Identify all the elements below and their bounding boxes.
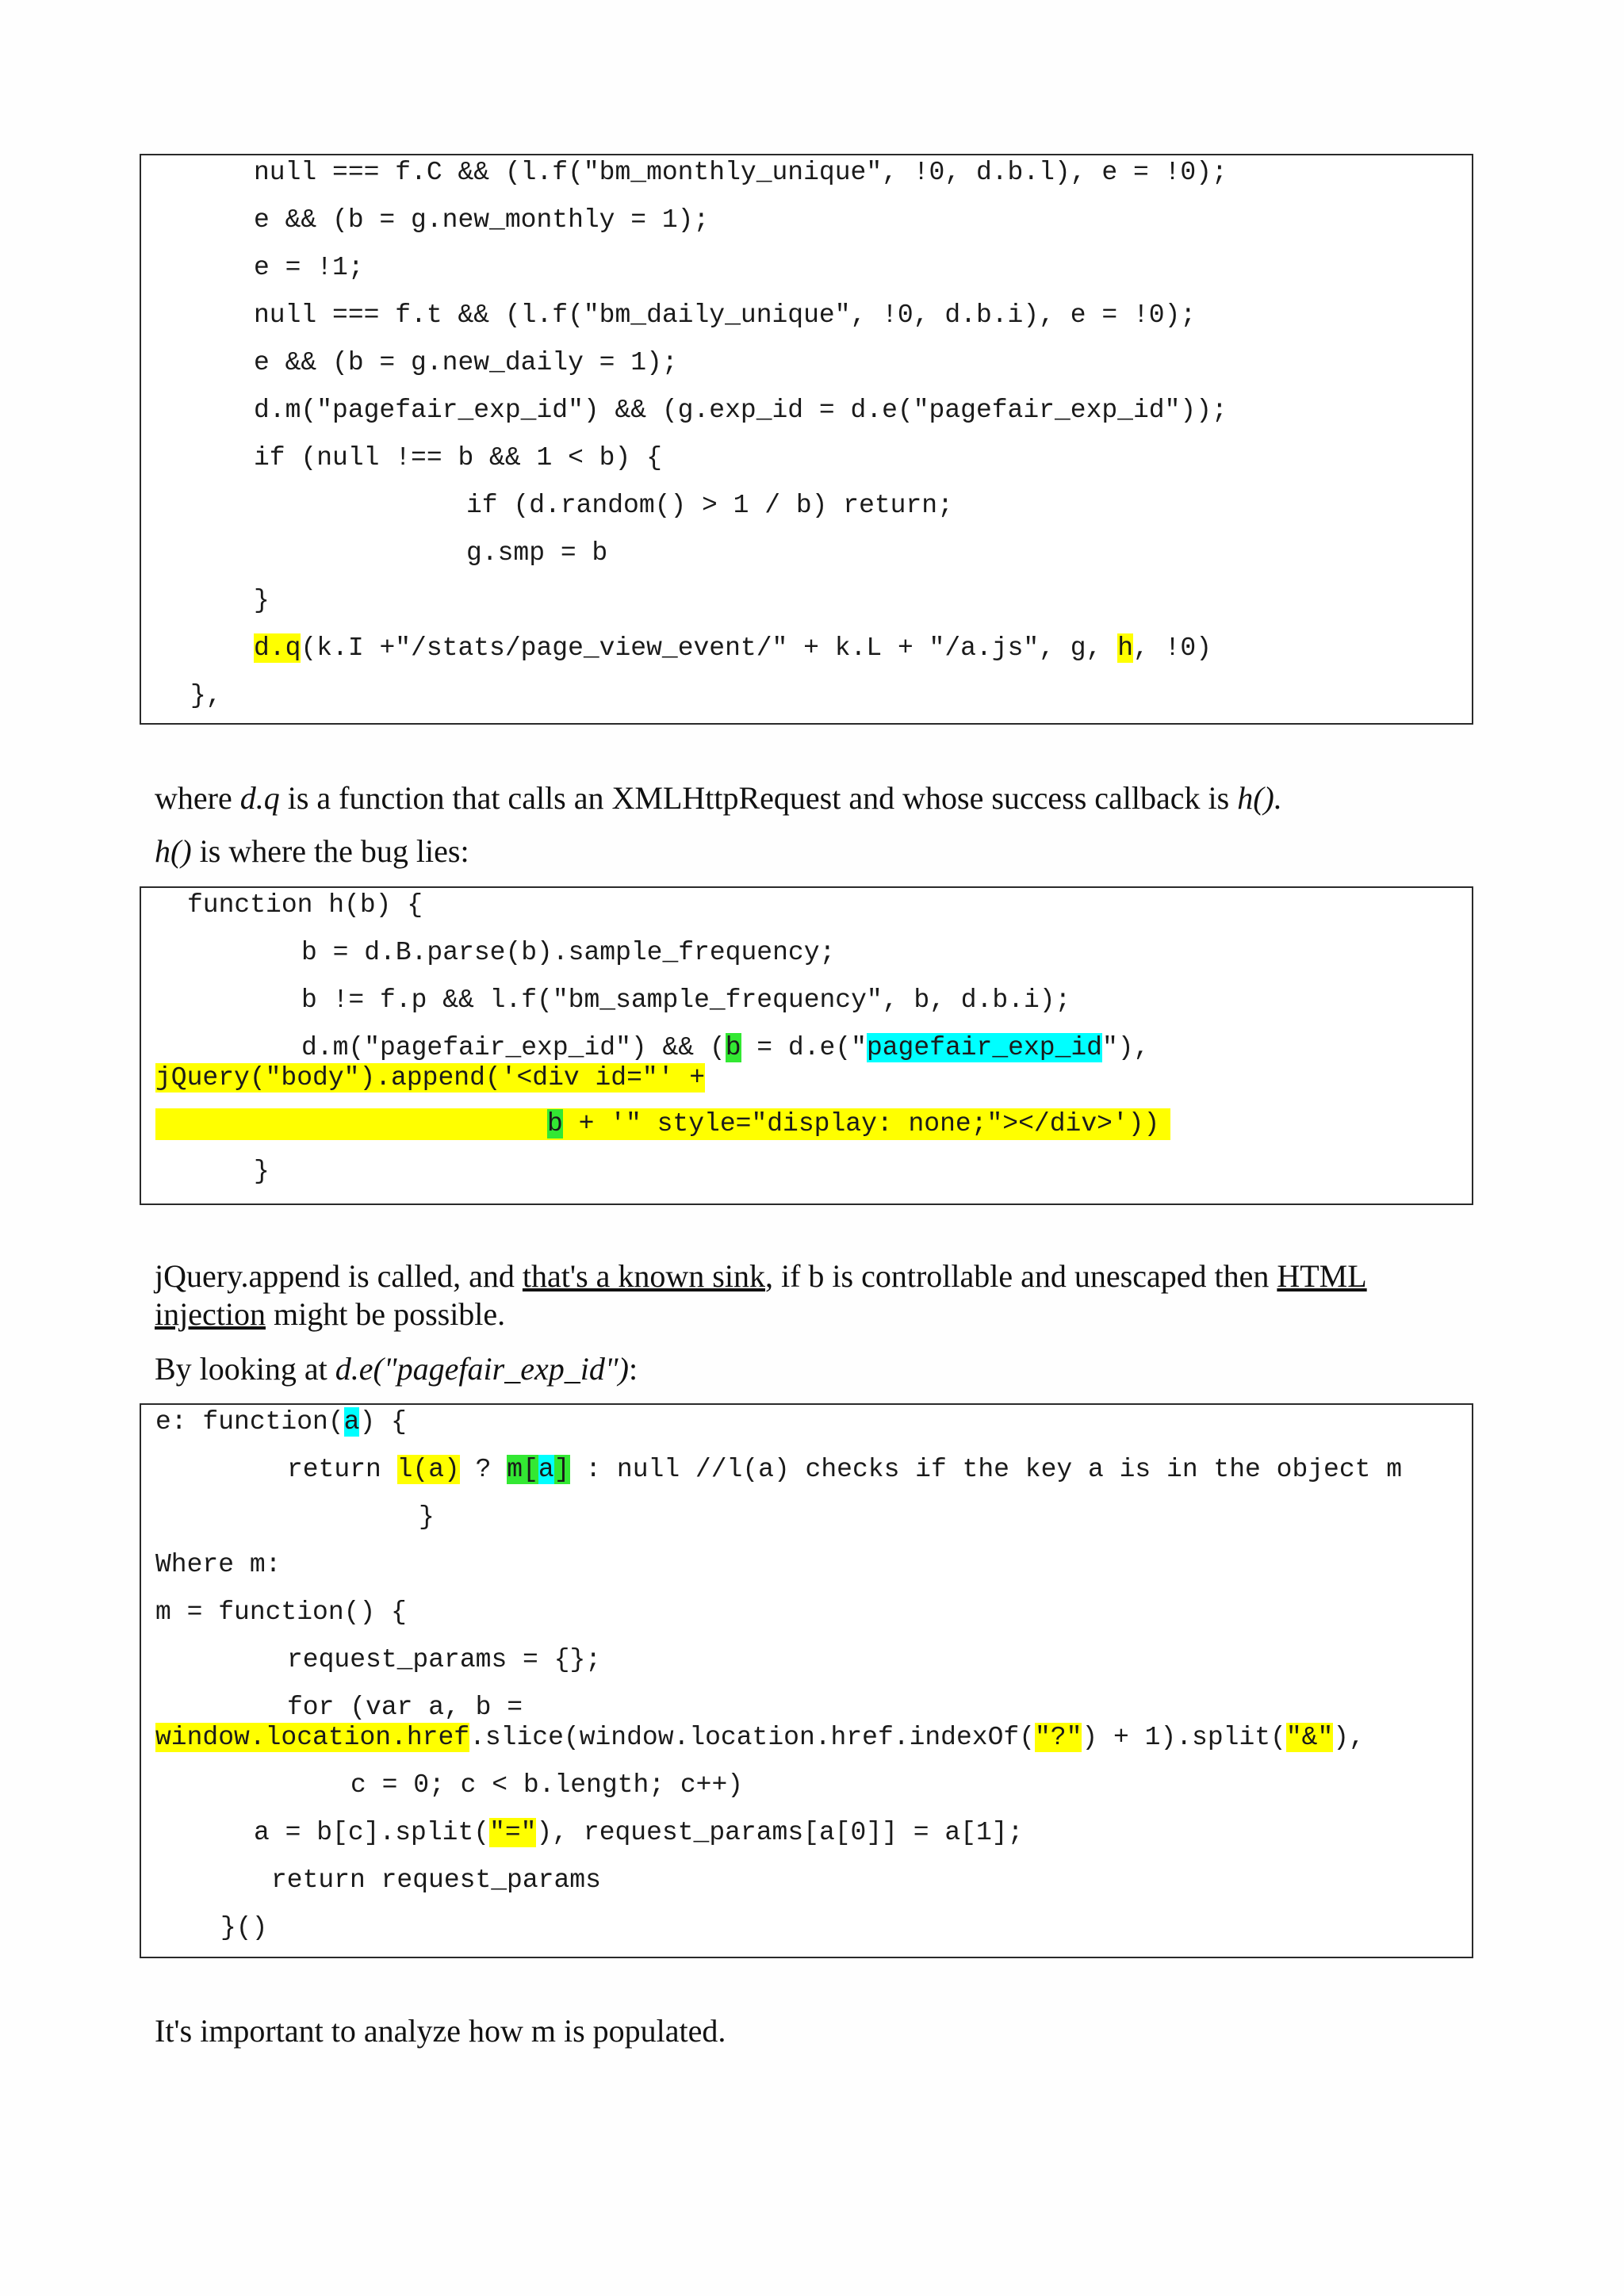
code-line: function h(b) { (187, 890, 423, 920)
code-line: b != f.p && l.f("bm_sample_frequency", b, d.b.i); (301, 985, 1071, 1015)
code-line: m = function() { (155, 1598, 407, 1627)
code-line: if (d.random() > 1 / b) return; (466, 491, 953, 520)
code-line: } (254, 586, 270, 615)
code-line-highlighted: d.m("pagefair_exp_id") && (b = d.e("pagefair_exp_id"), (301, 1033, 1150, 1062)
code-line: null === f.t && (l.f("bm_daily_unique", !0, d.b.i), e = !0); (254, 300, 1197, 330)
paragraph-sink-cont: injection might be possible. (155, 1296, 506, 1332)
code-line: for (var a, b = (287, 1693, 523, 1722)
highlight-ampersand: "&" (1285, 1723, 1334, 1752)
highlight-m: m[ (507, 1455, 538, 1484)
paragraph-dq-description: where d.q is a function that calls an XMLHttpRequest and whose success callback is h(). (155, 780, 1282, 816)
highlight-b: b (547, 1109, 563, 1138)
code-line: g.smp = b (466, 538, 608, 568)
code-line: }, (190, 681, 222, 710)
paragraph-bug-intro: h() is where the bug lies: (155, 833, 469, 869)
highlight-pagefair-exp-id: pagefair_exp_id (866, 1033, 1102, 1062)
code-block-2 (140, 886, 1473, 1205)
code-line-highlighted: a = b[c].split("="), request_params[a[0]] = a[1]; (254, 1818, 1024, 1847)
code-line: null === f.C && (l.f("bm_monthly_unique", !0, d.b.l), e = !0); (254, 158, 1228, 187)
highlight-a: a (343, 1407, 360, 1437)
code-line-highlighted: window.location.href.slice(window.location.href.indexOf("?") + 1).split("&"), (155, 1723, 1365, 1752)
code-line-highlighted: d.q(k.I +"/stats/page_view_event/" + k.L + "/a.js", g, h, !0) (254, 633, 1212, 663)
code-line: }() (220, 1913, 268, 1942)
code-line: b = d.B.parse(b).sample_frequency; (301, 938, 836, 967)
code-line: } (254, 1157, 270, 1186)
code-line: e = !1; (254, 253, 364, 282)
code-line: request_params = {}; (287, 1645, 602, 1674)
highlight-equals: "=" (489, 1818, 537, 1847)
highlight-dq: d.q (254, 633, 301, 663)
highlight-b: b (725, 1033, 741, 1062)
code-line-highlighted: e: function(a) { (155, 1407, 407, 1437)
code-line: e && (b = g.new_monthly = 1); (254, 205, 710, 235)
code-line: c = 0; c < b.length; c++) (350, 1770, 744, 1800)
highlight-location-href: window.location.href (155, 1723, 470, 1752)
highlight-la: l(a) (396, 1455, 460, 1484)
code-line: d.m("pagefair_exp_id") && (g.exp_id = d.e("pagefair_exp_id")); (254, 396, 1228, 425)
paragraph-sink: jQuery.append is called, and that's a known sink, if b is controllable and unescaped then HTML (155, 1258, 1367, 1294)
code-line: Where m: (155, 1550, 282, 1579)
highlight-h: h (1117, 633, 1134, 663)
highlight-question-mark: "?" (1035, 1723, 1082, 1752)
highlight-jquery-append: jQuery("body").append('<div id="' + (155, 1063, 706, 1093)
code-line-highlighted: b + '" style="display: none;"></div>')) (547, 1109, 1160, 1138)
code-line: return request_params (271, 1866, 601, 1895)
code-line: } (419, 1502, 435, 1532)
highlight-a: a (538, 1455, 554, 1484)
code-line-highlighted: return l(a) ? m[a] : null //l(a) checks if the key a is in the object m (287, 1455, 1403, 1484)
paragraph-looking: By looking at d.e("pagefair_exp_id"): (155, 1351, 638, 1387)
code-block-1 (140, 154, 1473, 725)
paragraph-conclusion: It's important to analyze how m is populated. (155, 2013, 726, 2049)
code-block-3 (140, 1403, 1473, 1958)
code-line: e && (b = g.new_daily = 1); (254, 348, 678, 377)
code-line: if (null !== b && 1 < b) { (254, 443, 662, 473)
code-line-highlighted (155, 1062, 1472, 1094)
